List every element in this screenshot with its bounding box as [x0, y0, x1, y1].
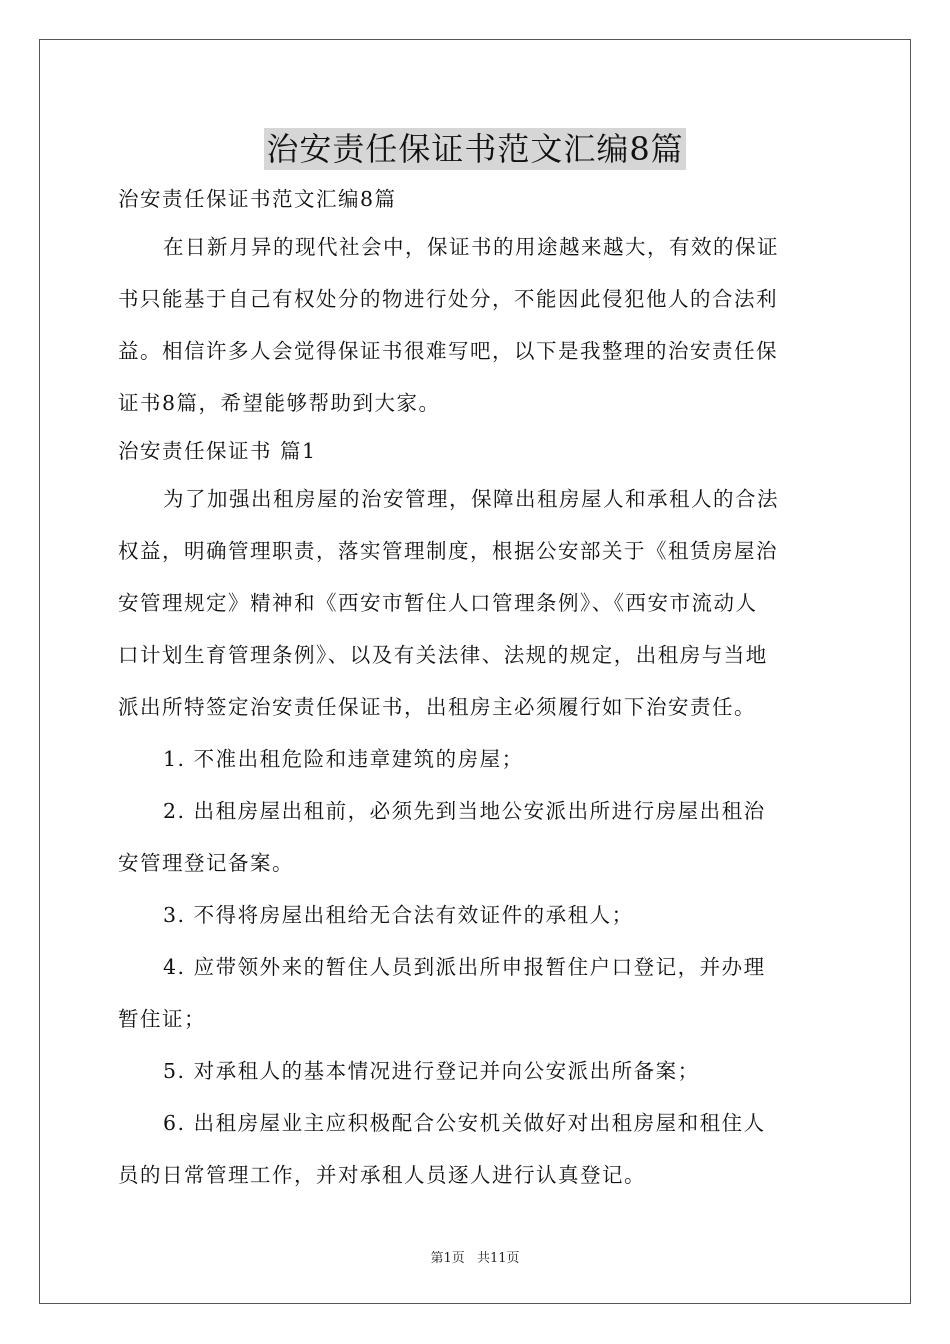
body-line: 权益，明确管理职责，落实管理制度，根据公安部关于《租赁房屋治 [118, 539, 778, 563]
list-item-continuation: 员的日常管理工作，并对承租人员逐人进行认真登记。 [118, 1163, 646, 1187]
list-item: 5. 对承租人的基本情况进行登记并向公安派出所备案； [163, 1059, 700, 1083]
intro-line: 在日新月异的现代社会中，保证书的用途越来越大，有效的保证 [163, 235, 779, 259]
total-pages: 共11页 [476, 1251, 520, 1266]
intro-line: 书只能基于自己有权处分的物进行处分，不能因此侵犯他人的合法利 [118, 287, 778, 311]
list-item-continuation: 暂住证； [118, 1007, 206, 1031]
page-number: 第1页 [430, 1251, 465, 1266]
body-line: 派出所特签定治安责任保证书，出租房主必须履行如下治安责任。 [118, 695, 756, 719]
document-body [118, 181, 834, 1209]
document-title: 治安责任保证书范文汇编8篇 [266, 130, 684, 168]
list-item-continuation: 安管理登记备案。 [118, 851, 294, 875]
list-item: 6. 出租房屋业主应积极配合公安机关做好对出租房屋和租住人 [163, 1111, 766, 1135]
list-item: 4. 应带领外来的暂住人员到派出所申报暂住户口登记，并办理 [163, 955, 766, 979]
list-item: 2. 出租房屋出租前，必须先到当地公安派出所进行房屋出租治 [163, 799, 766, 823]
title-container [0, 128, 950, 170]
list-item: 1. 不准出租危险和违章建筑的房屋； [163, 747, 524, 771]
body-line: 为了加强出租房屋的治安管理，保障出租房屋人和承租人的合法 [163, 487, 779, 511]
body-line: 安管理规定》精神和《西安市暂住人口管理条例》、《西安市流动人 [118, 591, 758, 615]
intro-line: 益。相信许多人会觉得保证书很难写吧，以下是我整理的治安责任保 [118, 339, 778, 363]
body-line: 口计划生育管理条例》、以及有关法律、法规的规定，出租房与当地 [118, 643, 768, 667]
section-heading: 治安责任保证书 篇1 [118, 439, 317, 463]
list-item: 3. 不得将房屋出租给无合法有效证件的承租人； [163, 903, 634, 927]
page-footer [0, 1247, 950, 1266]
intro-line: 证书8篇，希望能够帮助到大家。 [118, 391, 441, 415]
subtitle: 治安责任保证书范文汇编8篇 [118, 187, 397, 211]
